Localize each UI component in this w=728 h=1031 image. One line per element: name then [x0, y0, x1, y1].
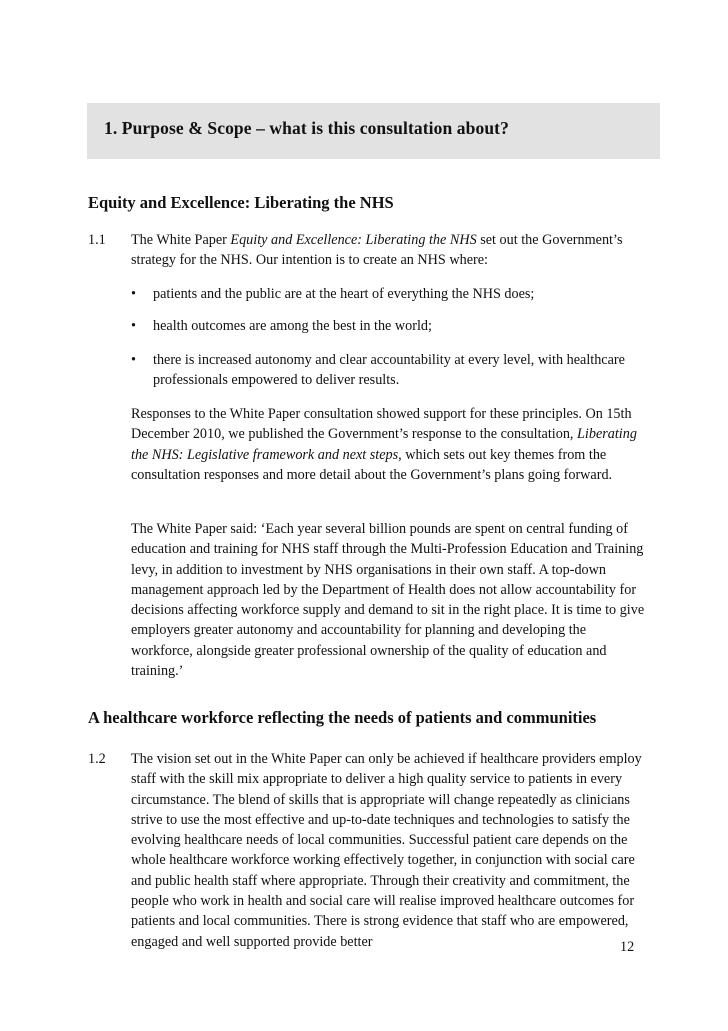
response-text-end: , which sets out key themes from the consultation responses and more detail about the Government’s plans going forward. — [131, 446, 613, 483]
paragraph-1-1-intro — [131, 230, 651, 271]
paragraph-number-1-2: 1.2 — [88, 751, 106, 767]
paragraph-1-1-response — [131, 404, 651, 485]
heading-equity-excellence: Equity and Excellence: Liberating the NHS — [88, 193, 394, 212]
page-number: 12 — [620, 939, 635, 955]
bullet-item: health outcomes are among the best in the world; — [153, 318, 432, 334]
bullet-marker: • — [131, 318, 136, 334]
bullet-item: patients and the public are at the heart of everything the NHS does; — [153, 286, 535, 302]
bullet-marker: • — [131, 352, 136, 368]
section-title: 1. Purpose & Scope – what is this consultation about? — [104, 118, 509, 138]
paragraph-1-2: The vision set out in the White Paper can only be achieved if healthcare providers employ staff with the skill mix appropriate to deliver a high quality service to patients in every circumstance. The blend of skills that is appropriate will change repeatedly as clinicians strive to use the most effective and up-to-date techniques and technologies to satisfy the evolving healthcare needs of local communities. Successful patient care depends on the whole healthcare workforce working effectively together, in conjunction with social care and public health staff where appropriate. Through their creativity and commitment, the people who work in health and social care will realise improved healthcare outcomes for patients and local communities. There is strong evidence that staff who are empowered, engaged and well supported provide better — [131, 751, 642, 950]
heading-healthcare-workforce: A healthcare workforce reflecting the needs of patients and communities — [88, 708, 597, 727]
bullet-item: there is increased autonomy and clear accountability at every level, with healthcare professionals empowered to deliver results. — [153, 352, 625, 389]
paragraph-number-1-1: 1.1 — [88, 232, 106, 248]
intro-text-start: The White Paper — [131, 232, 231, 248]
response-text-start: Responses to the White Paper consultation showed support for these principles. On 15th December 2010, we published the Government’s response to the consultation, — [131, 406, 632, 443]
paragraph-1-1-quote: The White Paper said: ‘Each year several billion pounds are spent on central funding of education and training for NHS staff through the Multi-Profession Education and Training levy, in addition to investment by NHS organisations in their own staff. A top-down management approach led by the Department of Health does not allow accountability for decisions affecting workforce supply and demand to sit in the right place. It is time to give employers greater autonomy and accountability for planning and developing the workforce, alongside greater professional ownership of the quality of education and training.’ — [131, 521, 645, 680]
response-document-title: Liberating the NHS: Legislative framework and next steps — [131, 426, 637, 463]
white-paper-title: Equity and Excellence: Liberating the NHS — [230, 232, 477, 248]
bullet-marker: • — [131, 286, 136, 302]
section-banner — [87, 103, 660, 159]
intro-text-end: set out the Government’s strategy for the NHS. Our intention is to create an NHS where: — [131, 232, 623, 269]
